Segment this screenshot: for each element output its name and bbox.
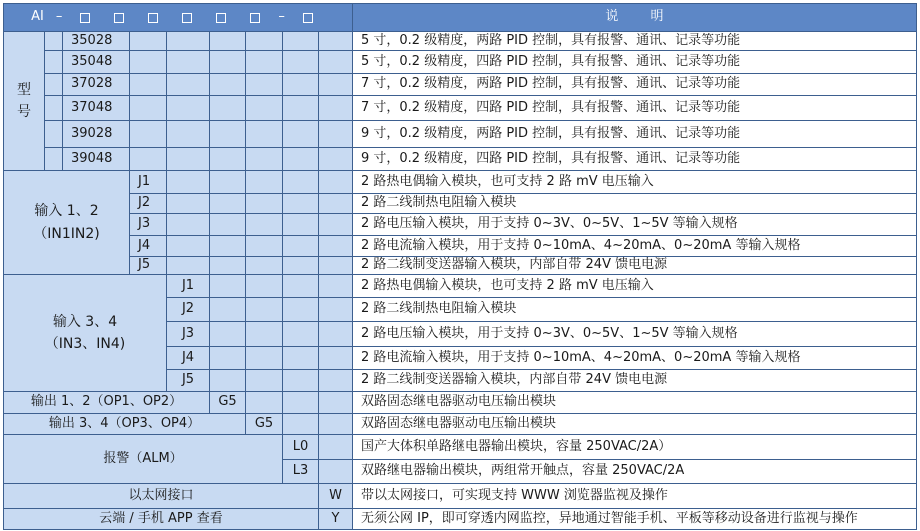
blank-cell: [245, 256, 283, 275]
blank-cell: [209, 235, 246, 257]
blank-cell: [282, 297, 319, 322]
input12-code: J3: [129, 213, 167, 236]
blank-cell: [209, 274, 246, 298]
blank-cell: [245, 73, 283, 96]
input34-description: 2 路电流输入模块，用于支持 0~10mA、4~20mA、0~20mA 等输入规格: [352, 346, 917, 370]
blank-cell: [282, 369, 319, 392]
blank-cell: [44, 120, 63, 148]
model-label-char: 型: [17, 81, 31, 98]
blank-cell: [209, 120, 246, 148]
input12-label-line1: 输入 1、2: [34, 203, 99, 220]
blank-cell: [245, 95, 283, 121]
blank-cell: [44, 147, 63, 171]
model-description: 7 寸，0.2 级精度，两路 PID 控制，具有报警、通讯、记录等功能: [352, 73, 917, 96]
blank-cell: [318, 413, 353, 435]
input34-description: 2 路电压输入模块，用于支持 0~3V、0~5V、1~5V 等输入规格: [352, 321, 917, 347]
blank-cell: [44, 50, 63, 74]
cloud-description: 无须公网 IP，即可穿透内网监控，异地通过智能手机、平板等移动设备进行监视与操作: [352, 508, 917, 530]
blank-cell: [282, 274, 319, 298]
input34-description: 2 路二线制热电阻输入模块: [352, 297, 917, 322]
blank-cell: [245, 321, 283, 347]
model-code: 35048: [62, 50, 130, 74]
blank-cell: [318, 434, 353, 460]
blank-cell: [318, 73, 353, 96]
model-code: 39048: [62, 147, 130, 171]
blank-cell: [44, 95, 63, 121]
blank-cell: [245, 391, 283, 414]
blank-cell: [318, 120, 353, 148]
model-code: 35028: [62, 31, 130, 51]
model-code: 37048: [62, 95, 130, 121]
input12-description: 2 路二线制变送器输入模块，内部自带 24V 馈电电源: [352, 256, 917, 275]
blank-cell: [318, 391, 353, 414]
input12-code: J5: [129, 256, 167, 275]
blank-cell: [245, 297, 283, 322]
blank-cell: [318, 193, 353, 214]
blank-cell: [282, 321, 319, 347]
blank-cell: [318, 459, 353, 484]
blank-cell: [209, 346, 246, 370]
blank-cell: [166, 31, 210, 51]
blank-cell: [129, 120, 167, 148]
blank-cell: [282, 120, 319, 148]
model-description: 5 寸，0.2 级精度，两路 PID 控制，具有报警、通讯、记录等功能: [352, 31, 917, 51]
blank-cell: [209, 193, 246, 214]
code-slot-box: [303, 13, 313, 23]
blank-cell: [318, 297, 353, 322]
blank-cell: [166, 193, 210, 214]
input34-label-line1: 输入 3、4: [52, 313, 118, 330]
blank-cell: [282, 147, 319, 171]
code-slot-box: [114, 13, 124, 23]
input34-code: J1: [166, 274, 210, 298]
model-description: 7 寸，0.2 级精度，四路 PID 控制，具有报警、通讯、记录等功能: [352, 95, 917, 121]
input12-label-line2: （IN1IN2): [33, 225, 100, 242]
blank-cell: [209, 369, 246, 392]
code-slot-box: [148, 13, 158, 23]
blank-cell: [282, 413, 319, 435]
model-description: 5 寸，0.2 级精度，四路 PID 控制，具有报警、通讯、记录等功能: [352, 50, 917, 74]
input12-label: [3, 170, 130, 275]
alarm-description: 国产大体积单路继电器输出模块，容量 250VAC/2A）: [352, 434, 917, 460]
blank-cell: [129, 73, 167, 96]
blank-cell: [209, 297, 246, 322]
ethernet-code: W: [318, 483, 353, 509]
code-slot-box: [250, 13, 260, 23]
input34-description: 2 路二线制变送器输入模块，内部自带 24V 馈电电源: [352, 369, 917, 392]
input12-description: 2 路二线制热电阻输入模块: [352, 193, 917, 214]
input34-code: J3: [166, 321, 210, 347]
blank-cell: [245, 213, 283, 236]
blank-cell: [245, 235, 283, 257]
output34-label: 输出 3、4（OP3、OP4）: [3, 413, 246, 435]
blank-cell: [44, 31, 63, 51]
blank-cell: [318, 50, 353, 74]
output12-description: 双路固态继电器驱动电压输出模块: [352, 391, 917, 414]
code-slot-box: [80, 13, 90, 23]
input34-code: J5: [166, 369, 210, 392]
alarm-code: L3: [282, 459, 319, 484]
ethernet-description: 带以太网接口，可实现支持 WWW 浏览器监视及操作: [352, 483, 917, 509]
alarm-code: L0: [282, 434, 319, 460]
blank-cell: [318, 95, 353, 121]
input12-description: 2 路热电偶输入模块，也可支持 2 路 mV 电压输入: [352, 170, 917, 194]
input34-code: J4: [166, 346, 210, 370]
blank-cell: [245, 120, 283, 148]
input34-label-line2: （IN3、IN4): [44, 336, 126, 352]
code-dash: –: [278, 9, 285, 25]
blank-cell: [166, 147, 210, 171]
blank-cell: [44, 73, 63, 96]
blank-cell: [318, 256, 353, 275]
blank-cell: [209, 170, 246, 194]
blank-cell: [318, 346, 353, 370]
ethernet-label: 以太网接口: [3, 483, 319, 509]
blank-cell: [245, 170, 283, 194]
input12-description: 2 路电流输入模块，用于支持 0~10mA、4~20mA、0~20mA 等输入规格: [352, 235, 917, 257]
code-prefix: AI: [31, 9, 44, 25]
blank-cell: [166, 50, 210, 74]
model-code: 39028: [62, 120, 130, 148]
blank-cell: [129, 50, 167, 74]
output34-description: 双路固态继电器驱动电压输出模块: [352, 413, 917, 435]
input34-description: 2 路热电偶输入模块，也可支持 2 路 mV 电压输入: [352, 274, 917, 298]
blank-cell: [282, 31, 319, 51]
blank-cell: [318, 170, 353, 194]
blank-cell: [318, 369, 353, 392]
blank-cell: [245, 193, 283, 214]
alarm-label: 报警（ALM）: [3, 434, 283, 484]
input34-code: J2: [166, 297, 210, 322]
code-slot-box: [216, 13, 226, 23]
blank-cell: [166, 95, 210, 121]
input12-code: J4: [129, 235, 167, 257]
blank-cell: [129, 95, 167, 121]
model-description: 9 寸，0.2 级精度，四路 PID 控制，具有报警、通讯、记录等功能: [352, 147, 917, 171]
blank-cell: [245, 274, 283, 298]
model-label: [3, 31, 45, 171]
blank-cell: [209, 50, 246, 74]
output12-label: 输出 1、2（OP1、OP2）: [3, 391, 210, 414]
blank-cell: [245, 369, 283, 392]
blank-cell: [282, 50, 319, 74]
description-header: 说 明: [352, 3, 917, 32]
blank-cell: [166, 170, 210, 194]
blank-cell: [318, 31, 353, 51]
output34-code: G5: [245, 413, 283, 435]
cloud-label: 云端 / 手机 APP 查看: [3, 508, 319, 530]
blank-cell: [209, 95, 246, 121]
blank-cell: [209, 147, 246, 171]
model-description: 9 寸，0.2 级精度，两路 PID 控制，具有报警、通讯、记录等功能: [352, 120, 917, 148]
blank-cell: [209, 73, 246, 96]
blank-cell: [282, 213, 319, 236]
blank-cell: [318, 147, 353, 171]
blank-cell: [209, 213, 246, 236]
blank-cell: [318, 235, 353, 257]
blank-cell: [129, 31, 167, 51]
blank-cell: [282, 256, 319, 275]
blank-cell: [166, 73, 210, 96]
blank-cell: [318, 321, 353, 347]
blank-cell: [166, 235, 210, 257]
code-header: [3, 3, 353, 32]
blank-cell: [282, 391, 319, 414]
blank-cell: [166, 256, 210, 275]
model-code: 37028: [62, 73, 130, 96]
code-dash: –: [55, 9, 63, 25]
blank-cell: [166, 120, 210, 148]
blank-cell: [245, 346, 283, 370]
blank-cell: [282, 193, 319, 214]
code-slot-box: [182, 13, 192, 23]
input12-code: J2: [129, 193, 167, 214]
input34-label: [3, 274, 167, 392]
blank-cell: [209, 321, 246, 347]
input12-description: 2 路电压输入模块，用于支持 0~3V、0~5V、1~5V 等输入规格: [352, 213, 917, 236]
blank-cell: [245, 31, 283, 51]
blank-cell: [282, 73, 319, 96]
blank-cell: [245, 50, 283, 74]
blank-cell: [245, 147, 283, 171]
blank-cell: [282, 95, 319, 121]
blank-cell: [209, 31, 246, 51]
output12-code: G5: [209, 391, 246, 414]
blank-cell: [129, 147, 167, 171]
input12-code: J1: [129, 170, 167, 194]
blank-cell: [282, 170, 319, 194]
alarm-description: 双路继电器输出模块，两组常开触点，容量 250VAC/2A: [352, 459, 917, 484]
cloud-code: Y: [318, 508, 353, 530]
blank-cell: [282, 235, 319, 257]
model-label-char: 号: [17, 104, 31, 120]
blank-cell: [318, 274, 353, 298]
blank-cell: [318, 213, 353, 236]
blank-cell: [166, 213, 210, 236]
blank-cell: [209, 256, 246, 275]
blank-cell: [282, 346, 319, 370]
